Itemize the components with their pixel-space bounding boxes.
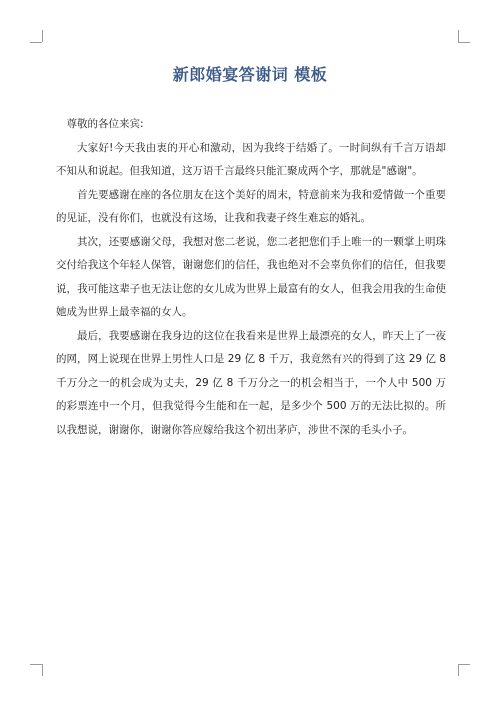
crop-mark-bottom-right-v [458,664,459,676]
paragraph-greeting: 大家好!今天我由衷的开心和激动，因为我终于结婚了。一时间纵有千言万语却不知从和说起。但我知道，这万语千言最终只能汇聚成两个字，那就是"感谢"。 [56,141,446,177]
crop-mark-top-left-v [42,30,43,42]
paragraph-thanks-bride: 最后，我要感谢在我身边的这位在我看来是世界上最漂亮的女人，昨天上了一夜的网，网上说现在世界上男性人口是 29 亿 8 千万，我竟然有兴的得到了这 29 亿 8 千万分之一的机会成为丈夫，29 亿 8 千万分之一的机会相当于，一个人中 500 万的彩票连中一个月，但我觉得今生能和在一起，是多少个 500 万的无法比拟的。所以我想说，谢谢你，谢谢你答应嫁给我这个初出茅庐，涉世不深的毛头小子。 [56,329,446,436]
crop-mark-top-right-h [458,42,470,43]
crop-mark-bottom-right-h [458,664,470,665]
document-body [56,113,446,442]
crop-mark-top-right-v [458,30,459,42]
salutation: 尊敬的各位来宾: [66,118,144,130]
paragraph-thanks-parents: 其次，还要感谢父母，我想对您二老说，您二老把您们手上唯一的一颗掌上明珠交付给我这个年轻人保管，谢谢您们的信任，我也绝对不会辜负你们的信任，但我要说，我可能这辈子也无法让您的女儿成为世界上最富有的女人，但我会用我的生命使她成为世界上最幸福的女人。 [56,235,446,318]
crop-mark-bottom-left-v [42,664,43,676]
paragraph-thanks-guests: 首先要感谢在座的各位朋友在这个美好的周末，特意前来为我和爱情做一个重要的见证，没有你们，也就没有这场，让我和我妻子终生难忘的婚礼。 [56,188,446,224]
crop-mark-bottom-left-h [30,664,42,665]
document-title: 新郎婚宴答谢词 模板 [172,65,328,84]
crop-mark-top-left-h [30,42,42,43]
